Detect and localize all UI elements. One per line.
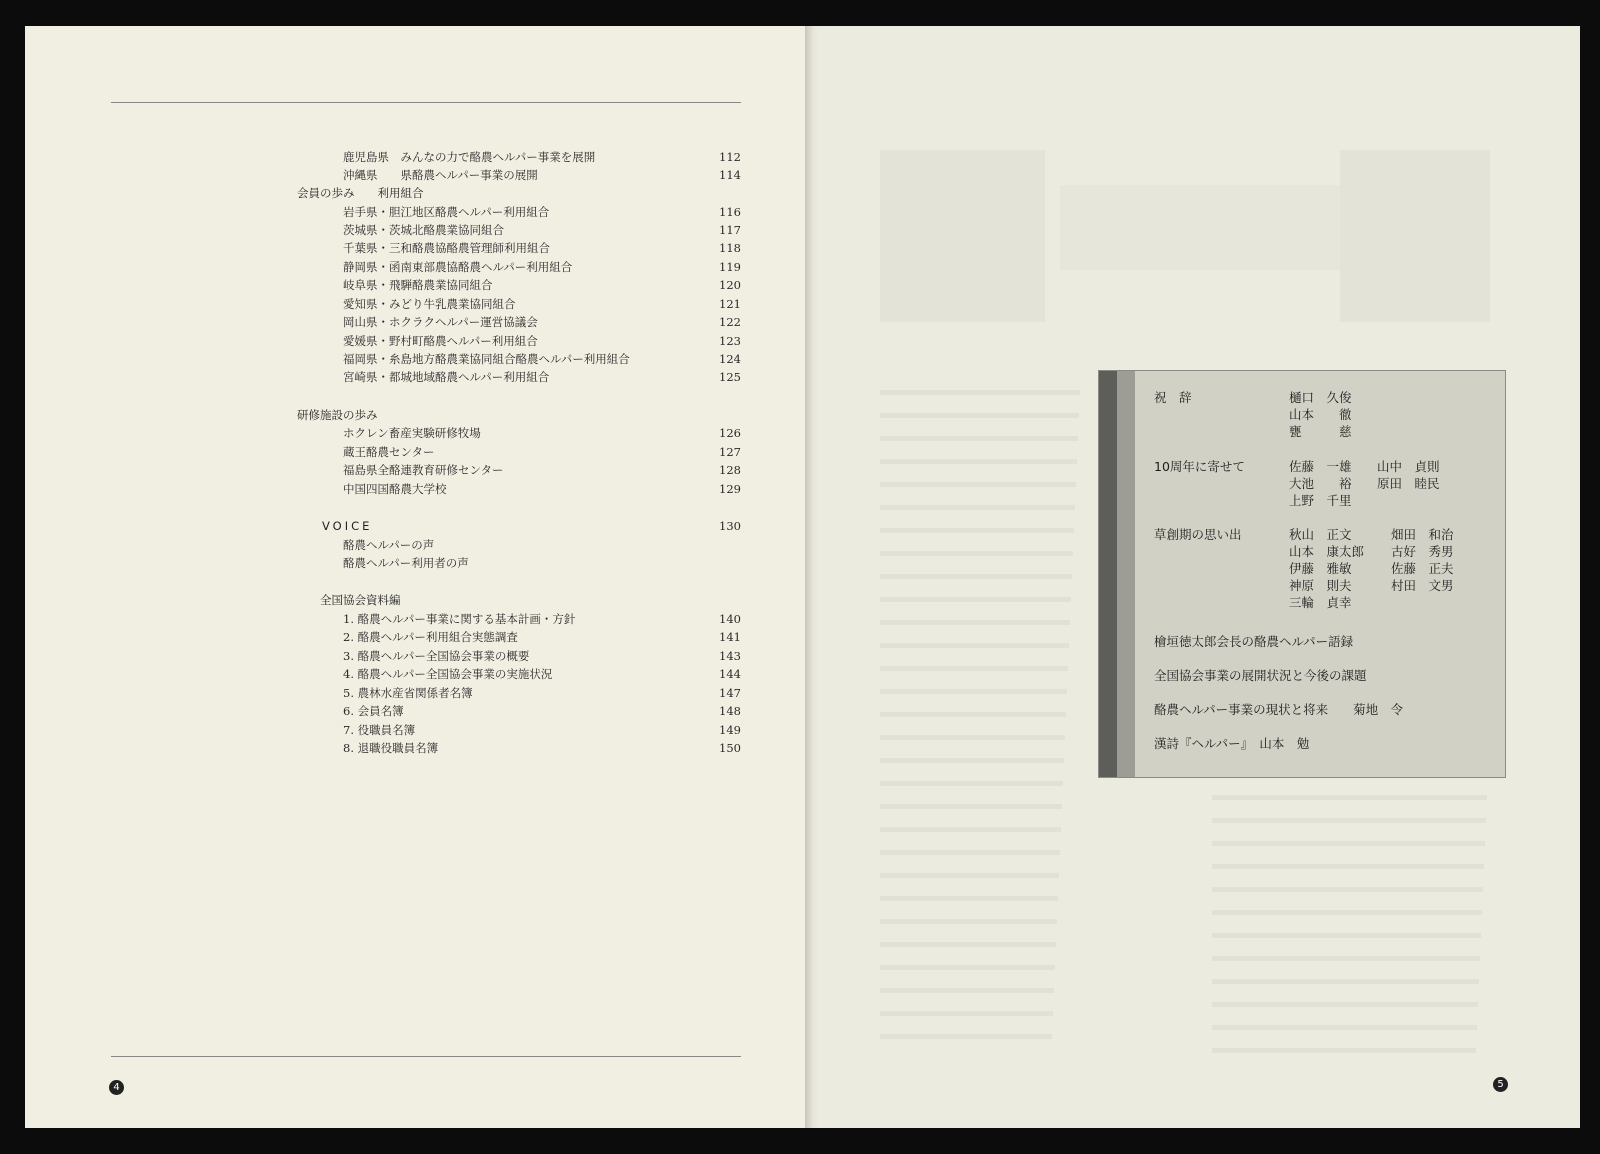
soso-label: 草創期の思い出 bbox=[1154, 527, 1242, 542]
toc-page-number: 116 bbox=[719, 205, 741, 219]
toc-entry: 酪農ヘルパーの声 bbox=[343, 538, 435, 552]
toc-entry: 岐阜県・飛騨酪農業協同組合 bbox=[343, 278, 493, 292]
toc-page-number: 125 bbox=[719, 370, 741, 384]
toc-page-number: 140 bbox=[719, 612, 741, 626]
faded-text-line bbox=[880, 1011, 1053, 1016]
toc-page-number: 128 bbox=[719, 463, 741, 477]
toc-page-number: 124 bbox=[719, 352, 741, 366]
toc-page-number: 112 bbox=[719, 150, 741, 164]
faded-photo-right bbox=[1340, 150, 1490, 322]
box-accent-bar-light bbox=[1117, 371, 1135, 777]
toc-entry: 鹿児島県 みんなの力で酪農ヘルパー事業を展開 bbox=[343, 150, 596, 164]
toc-entry: 静岡県・函南東部農協酪農ヘルパー利用組合 bbox=[343, 260, 573, 274]
toc-page-number: 118 bbox=[719, 241, 741, 255]
faded-text-line bbox=[1212, 795, 1487, 800]
toc-entry: 愛媛県・野村町酪農ヘルパー利用組合 bbox=[343, 334, 538, 348]
section-heading-shiryo: 全国協会資料編 bbox=[320, 593, 401, 607]
name: 神原 則夫 bbox=[1289, 578, 1352, 593]
toc-entry: ホクレン畜産実験研修牧場 bbox=[343, 426, 481, 440]
bottom-rule bbox=[111, 1056, 741, 1057]
faded-text-line bbox=[880, 459, 1077, 464]
toc-page-number: 117 bbox=[719, 223, 741, 237]
faded-text-line bbox=[880, 988, 1054, 993]
faded-text-line bbox=[880, 965, 1055, 970]
name: 村田 文男 bbox=[1391, 578, 1454, 593]
box-line: 全国協会事業の展開状況と今後の課題 bbox=[1154, 668, 1367, 683]
faded-text-line bbox=[880, 436, 1078, 441]
faded-text-line bbox=[880, 390, 1080, 395]
faded-text-line bbox=[1212, 910, 1482, 915]
faded-text-line bbox=[880, 873, 1059, 878]
faded-text-line bbox=[880, 643, 1069, 648]
faded-text-line bbox=[880, 666, 1068, 671]
name: 古好 秀男 bbox=[1391, 544, 1454, 559]
faded-text-line bbox=[880, 528, 1074, 533]
name: 佐藤 一雄 bbox=[1289, 459, 1352, 474]
page-number-right: 5 bbox=[1493, 1077, 1508, 1092]
box-line: 漢詩『ヘルパー』 山本 勉 bbox=[1154, 736, 1310, 751]
toc-page-number: 123 bbox=[719, 334, 741, 348]
name: 樋口 久俊 bbox=[1289, 390, 1352, 405]
toc-page-number: 126 bbox=[719, 426, 741, 440]
top-rule bbox=[111, 102, 741, 103]
toc-page-number: 150 bbox=[719, 741, 741, 755]
faded-text-line bbox=[880, 781, 1063, 786]
faded-text-line bbox=[880, 574, 1072, 579]
faded-text-line bbox=[1212, 864, 1484, 869]
faded-text-line bbox=[1212, 1025, 1477, 1030]
toc-entry: 1. 酪農ヘルパー事業に関する基本計画・方針 bbox=[343, 612, 576, 626]
toc-page-number: 147 bbox=[719, 686, 741, 700]
toc-page-number: 143 bbox=[719, 649, 741, 663]
toc-entry: 愛知県・みどり牛乳農業協同組合 bbox=[343, 297, 516, 311]
section-heading-voice: VOICE bbox=[322, 519, 373, 533]
toc-page-number: 120 bbox=[719, 278, 741, 292]
toc-entry: 岡山県・ホクラクヘルパー運営協議会 bbox=[343, 315, 538, 329]
toc-entry: 6. 会員名簿 bbox=[343, 704, 404, 718]
faded-photo-left bbox=[880, 150, 1045, 322]
name: 大池 裕 bbox=[1289, 476, 1352, 491]
toc-page-number: 149 bbox=[719, 723, 741, 737]
toc-page-number: 141 bbox=[719, 630, 741, 644]
toc-page-number: 144 bbox=[719, 667, 741, 681]
kinen-label: 10周年に寄せて bbox=[1154, 459, 1245, 474]
toc-entry: 5. 農林水産省関係者名簿 bbox=[343, 686, 473, 700]
section-heading-kumiai: 会員の歩み 利用組合 bbox=[297, 186, 424, 200]
book-spine bbox=[805, 26, 819, 1128]
faded-text-line bbox=[880, 551, 1073, 556]
faded-text-line bbox=[880, 850, 1060, 855]
faded-text-line bbox=[880, 919, 1057, 924]
toc-entry: 中国四国酪農大学校 bbox=[343, 482, 447, 496]
toc-entry: 千葉県・三和酪農協酪農管理師利用組合 bbox=[343, 241, 550, 255]
faded-text-line bbox=[880, 482, 1076, 487]
toc-page-number: 122 bbox=[719, 315, 741, 329]
toc-entry: 茨城県・茨城北酪農業協同組合 bbox=[343, 223, 504, 237]
section-heading-kenshu: 研修施設の歩み bbox=[297, 408, 378, 422]
name: 上野 千里 bbox=[1289, 493, 1352, 508]
toc-page-number: 127 bbox=[719, 445, 741, 459]
faded-text-line bbox=[880, 689, 1067, 694]
name: 甕 慈 bbox=[1289, 424, 1352, 439]
name: 佐藤 正夫 bbox=[1391, 561, 1454, 576]
name: 原田 睦民 bbox=[1377, 476, 1440, 491]
faded-text-line bbox=[880, 712, 1066, 717]
box-line: 檜垣徳太郎会長の酪農ヘルパー語録 bbox=[1154, 634, 1354, 649]
faded-text-line bbox=[880, 827, 1061, 832]
toc-page-number: 148 bbox=[719, 704, 741, 718]
name: 三輪 貞幸 bbox=[1289, 595, 1352, 610]
toc-entry: 岩手県・胆江地区酪農ヘルパー利用組合 bbox=[343, 205, 550, 219]
faded-text-line bbox=[880, 1034, 1052, 1039]
name: 山中 貞則 bbox=[1377, 459, 1440, 474]
faded-text-line bbox=[880, 413, 1079, 418]
name: 山本 康太郎 bbox=[1289, 544, 1365, 559]
faded-text-line bbox=[1212, 956, 1480, 961]
toc-entry: 7. 役職員名簿 bbox=[343, 723, 416, 737]
shukuji-label: 祝 辞 bbox=[1154, 390, 1192, 405]
toc-entry: 8. 退職役職員名簿 bbox=[343, 741, 439, 755]
faded-text-line bbox=[880, 597, 1071, 602]
faded-text-line bbox=[880, 942, 1056, 947]
faded-text-line bbox=[880, 758, 1064, 763]
toc-page-number: 114 bbox=[719, 168, 741, 182]
faded-text-line bbox=[1212, 1002, 1478, 1007]
name: 秋山 正文 bbox=[1289, 527, 1352, 542]
toc-entry: 酪農ヘルパー利用者の声 bbox=[343, 556, 469, 570]
box-line: 酪農ヘルパー事業の現状と将来 菊地 令 bbox=[1154, 702, 1404, 717]
toc-page-number: 121 bbox=[719, 297, 741, 311]
box-accent-bar-dark bbox=[1099, 371, 1117, 777]
faded-text-line bbox=[1212, 979, 1479, 984]
name: 伊藤 雅敏 bbox=[1289, 561, 1352, 576]
toc-entry: 4. 酪農ヘルパー全国協会事業の実施状況 bbox=[343, 667, 553, 681]
faded-text-line bbox=[880, 896, 1058, 901]
contents-box bbox=[1098, 370, 1506, 778]
faded-text-line bbox=[1212, 887, 1483, 892]
name: 山本 徹 bbox=[1289, 407, 1352, 422]
faded-text-line bbox=[1212, 933, 1481, 938]
toc-entry: 福岡県・糸島地方酪農業協同組合酪農ヘルパー利用組合 bbox=[343, 352, 630, 366]
toc-entry: 福島県全酪連教育研修センター bbox=[343, 463, 504, 477]
name: 畑田 和治 bbox=[1391, 527, 1454, 542]
faded-text-line bbox=[880, 735, 1065, 740]
toc-entry: 3. 酪農ヘルパー全国協会事業の概要 bbox=[343, 649, 530, 663]
toc-entry: 2. 酪農ヘルパー利用組合実態調査 bbox=[343, 630, 518, 644]
faded-text-line bbox=[880, 620, 1070, 625]
faded-text-line bbox=[1212, 841, 1485, 846]
toc-entry: 蔵王酪農センター bbox=[343, 445, 435, 459]
faded-text-line bbox=[1212, 1048, 1476, 1053]
faded-text-line bbox=[880, 804, 1062, 809]
toc-page-number: 119 bbox=[719, 260, 741, 274]
faded-text-line bbox=[880, 505, 1075, 510]
page-number-left: 4 bbox=[109, 1080, 124, 1095]
toc-page-number: 129 bbox=[719, 482, 741, 496]
toc-page-number: 130 bbox=[719, 519, 741, 533]
faded-text-line bbox=[1212, 818, 1486, 823]
toc-entry: 宮崎県・都城地域酪農ヘルパー利用組合 bbox=[343, 370, 550, 384]
toc-entry: 沖縄県 県酪農ヘルパー事業の展開 bbox=[343, 168, 538, 182]
faded-header-band bbox=[1060, 185, 1340, 270]
